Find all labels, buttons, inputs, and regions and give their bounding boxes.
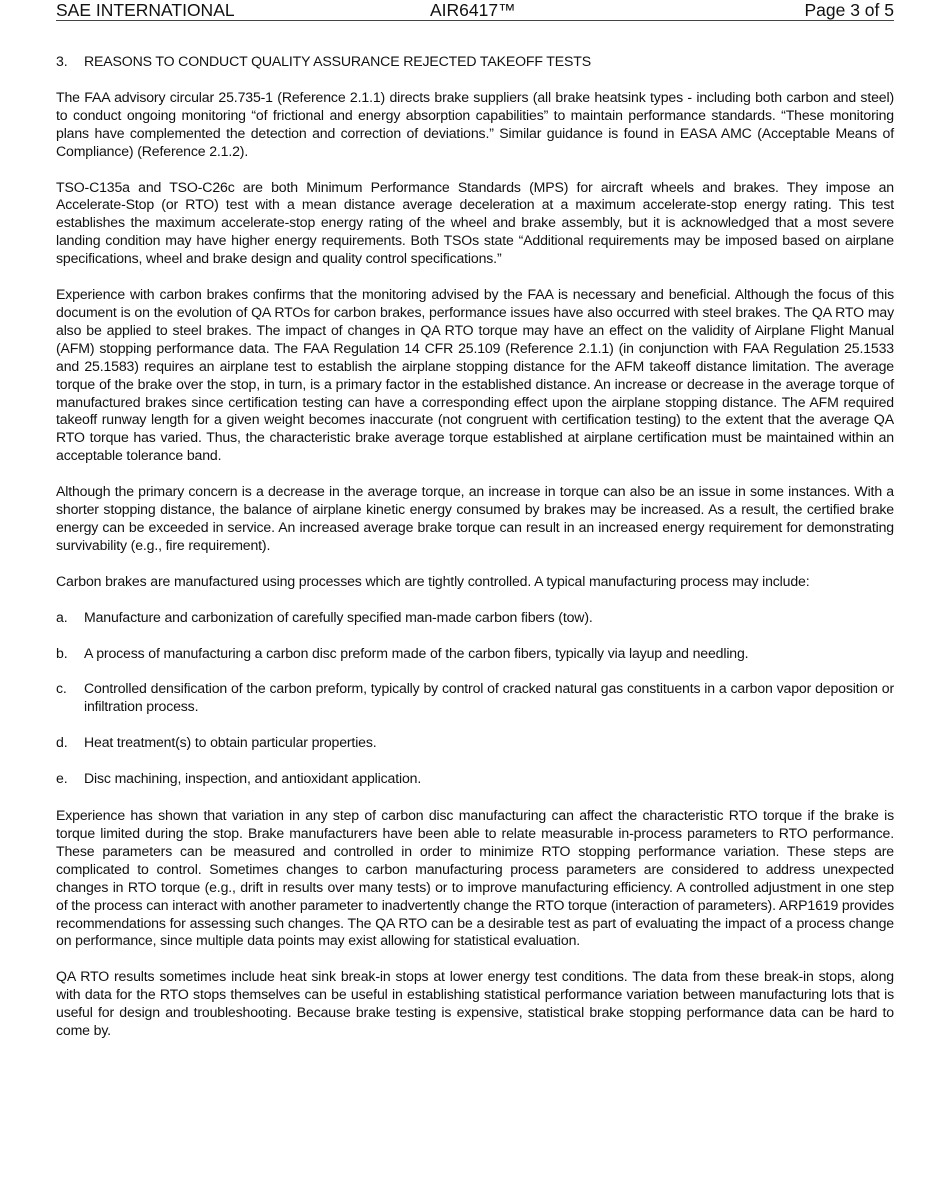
list-marker: e. <box>56 770 68 787</box>
section-title: REASONS TO CONDUCT QUALITY ASSURANCE REJECTED TAKEOFF TESTS <box>84 53 591 69</box>
list-item <box>56 734 894 752</box>
section-heading <box>56 53 894 71</box>
page-header <box>56 0 894 21</box>
list-text: Disc machining, inspection, and antioxidant application. <box>84 770 422 787</box>
list-marker: c. <box>56 680 67 697</box>
list-marker: b. <box>56 644 68 661</box>
list-item <box>56 770 894 788</box>
list-marker: d. <box>56 734 68 751</box>
list-item <box>56 680 894 716</box>
paragraph-break-in-stops: QA RTO results sometimes include heat sink break-in stops at lower energy test conditions. The data from these break-in stops, along with data for the RTO stops themselves can be useful in establishing statistical performance variation between manufacturing lots that is useful for design and troubleshooting. Because brake testing is expensive, statistical brake stopping performance data can be hard to come by. <box>56 968 894 1039</box>
list-item <box>56 609 894 627</box>
list-marker: a. <box>56 608 68 625</box>
section-number: 3. <box>56 53 68 69</box>
header-document-id: AIR6417™ <box>430 0 516 20</box>
list-text: Controlled densification of the carbon preform, typically by control of cracked natural gas constituents in a carbon vapor deposition or infiltration process. <box>84 680 894 715</box>
list-text: Manufacture and carbonization of carefully specified man-made carbon fibers (tow). <box>84 608 593 625</box>
paragraph-tso-standards: TSO-C135a and TSO-C26c are both Minimum Performance Standards (MPS) for aircraft wheels and brakes. They impose an Accelerate-Stop (or RTO) test with a mean distance average deceleration at a maximum accelerate-stop energy rating. This test establishes the maximum accelerate-stop energy rating of the wheel and brake assembly, but it is acknowledged that a most severe landing condition may have higher energy requirements. Both TSOs state “Additional requirements may be imposed based on airplane specifications, wheel and brake design and quality control specifications.” <box>56 178 894 267</box>
list-item <box>56 645 894 663</box>
paragraph-carbon-experience: Experience with carbon brakes confirms that the monitoring advised by the FAA is necessary and beneficial. Although the focus of this document is on the evolution of QA RTOs for carbon brakes, performance issues have also occurred with steel brakes. The QA RTO may also be applied to steel brakes. The impact of changes in QA RTO torque may have an effect on the validity of Airplane Flight Manual (AFM) stopping performance data. The FAA Regulation 14 CFR 25.109 (Reference 2.1.1) (in conjunction with FAA Regulation 25.1533 and 25.1583) requires an airplane test to establish the airplane stopping distance for the AFM takeoff distance limitation. The average torque of the brake over the stop, in turn, is a primary factor in the established distance. An increase or decrease in the average torque of manufactured brakes since certification testing can have a corresponding effect upon the airplane stopping distance. The AFM required takeoff runway length for a given weight becomes inaccurate (not congruent with certification testing) to the extent that the average QA RTO torque has varied. Thus, the characteristic brake average torque established at airplane certification must be maintained within an acceptable tolerance band. <box>56 286 894 464</box>
list-text: A process of manufacturing a carbon disc preform made of the carbon fibers, typically via layup and needling. <box>84 644 749 661</box>
paragraph-faa-advisory: The FAA advisory circular 25.735-1 (Reference 2.1.1) directs brake suppliers (all brake heatsink types - including both carbon and steel) to conduct ongoing monitoring “of frictional and energy absorption capabilities” to maintain performance standards. “These monitoring plans have complemented the detection and correction of deviations.” Similar guidance is found in EASA AMC (Acceptable Means of Compliance) (Reference 2.1.2). <box>56 88 894 159</box>
list-text: Heat treatment(s) to obtain particular properties. <box>84 734 377 751</box>
paragraph-process-variation: Experience has shown that variation in any step of carbon disc manufacturing can affect the characteristic RTO torque if the brake is torque limited during the stop. Brake manufacturers have been able to relate measurable in-process parameters to RTO performance. These parameters can be measured and controlled in order to minimize RTO stopping performance variation. These steps are complicated to control. Sometimes changes to carbon manufacturing process parameters are considered to address unexpected changes in RTO torque (e.g., drift in results over many tests) or to improve manufacturing efficiency. A controlled adjustment in one step of the process can interact with another parameter to inadvertently change the RTO torque (interaction of parameters). ARP1619 provides recommendations for assessing such changes. The QA RTO can be a desirable test as part of evaluating the impact of a process change on performance, since multiple data points may exist allowing for statistical evaluation. <box>56 807 894 949</box>
paragraph-manufacturing-intro: Carbon brakes are manufactured using processes which are tightly controlled. A typical manufacturing process may include: <box>56 572 810 589</box>
header-organization: SAE INTERNATIONAL <box>56 0 235 20</box>
header-page-indicator: Page 3 of 5 <box>804 0 894 20</box>
document-body <box>56 53 894 1058</box>
paragraph-torque-increase: Although the primary concern is a decrease in the average torque, an increase in torque can also be an issue in some instances. With a shorter stopping distance, the balance of airplane kinetic energy consumed by brakes may be increased. As a result, the certified brake energy can be exceeded in service. An increased average brake torque can result in an increased energy requirement for demonstrating survivability (e.g., fire requirement). <box>56 483 894 553</box>
